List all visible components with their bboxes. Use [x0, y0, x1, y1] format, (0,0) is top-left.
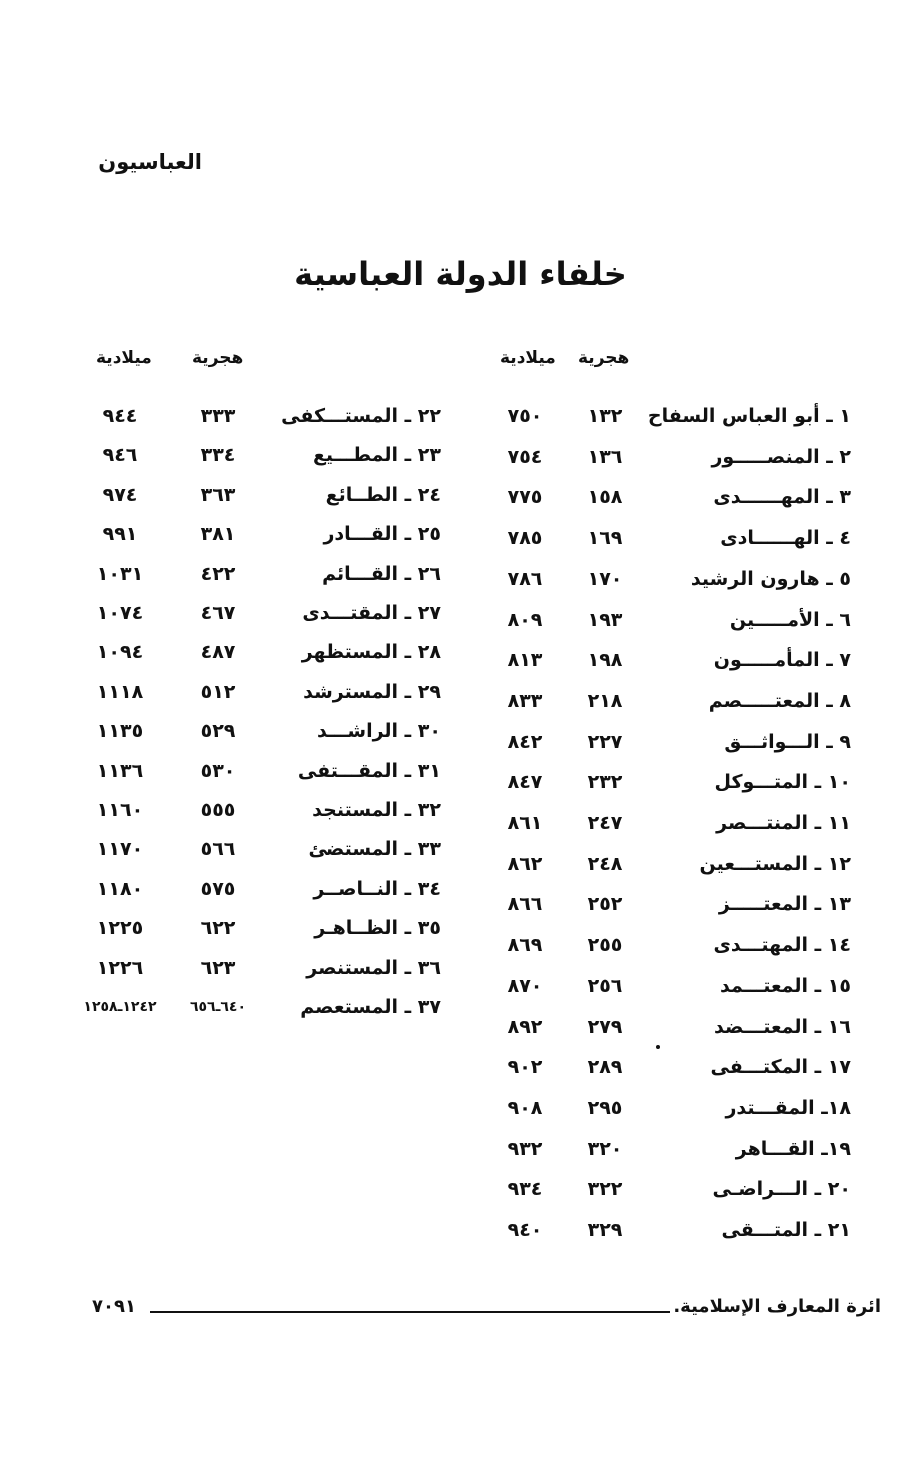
hijri-year: ١٩٨	[587, 649, 623, 672]
caliph-name: ٦ ـ الأمـــــين	[729, 608, 851, 631]
caliph-name: ٢٥ ـ القـــادر	[323, 523, 441, 546]
caliph-row	[0, 632, 921, 672]
right-gregorian-header: ميلادية	[500, 348, 556, 368]
caliph-row	[0, 987, 921, 1027]
hijri-year: ٢٥٦	[587, 974, 623, 997]
print-speck	[656, 1045, 660, 1049]
hijri-year: ١٣٦	[587, 445, 623, 468]
caliph-row	[0, 948, 921, 988]
hijri-year: ١٧٠	[587, 567, 623, 590]
gregorian-year: ١٢٢٦	[96, 956, 144, 979]
caliph-name: ٣٠ ـ الراشـــد	[316, 720, 441, 743]
left-hijri-header: هجرية	[192, 348, 244, 368]
caliph-row	[0, 593, 921, 633]
caliph-name: ١٢ ـ المستـــعين	[699, 852, 851, 875]
gregorian-year: ١١٣٦	[96, 759, 144, 782]
gregorian-year: ٧٧٥	[507, 486, 543, 509]
hijri-year: ٥٢٩	[200, 720, 236, 743]
hijri-year: ٣٢٢	[587, 1178, 623, 1201]
caliph-name: ١١ ـ المنتـــصر	[716, 812, 851, 834]
gregorian-year: ٨٤٢	[507, 730, 543, 753]
gregorian-year: ١١١٨	[96, 680, 144, 703]
hijri-year: ٢٥٥	[587, 934, 623, 957]
gregorian-year: ٨٦٩	[507, 934, 543, 957]
page-footer	[0, 1296, 921, 1326]
caliph-name: ٣ ـ المهــــــدى	[713, 486, 851, 509]
caliph-row	[0, 711, 921, 751]
caliph-row	[0, 790, 921, 830]
caliph-name: ٩ ـ الـــواثـــق	[724, 730, 851, 753]
hijri-year: ١٩٣	[587, 608, 623, 631]
gregorian-year: ٨٦٦	[507, 893, 543, 916]
caliph-row	[0, 829, 921, 869]
hijri-year: ٤٦٧	[200, 602, 236, 624]
gregorian-year: ٩٧٤	[102, 483, 138, 506]
gregorian-year: ١٠٣١	[96, 562, 144, 585]
hijri-year: ٣٣٣	[200, 405, 236, 427]
gregorian-year: ٩٠٢	[507, 1056, 543, 1079]
caliph-name: ٢٦ ـ القـــائم	[322, 562, 441, 585]
hijri-year: ٢٢٧	[587, 730, 623, 753]
caliph-name: ٢٠ ـ الـــراضـى	[712, 1178, 851, 1201]
caliph-row	[0, 1169, 921, 1209]
hijri-year: ٣٢٠	[587, 1137, 623, 1160]
caliph-name: ٣٣ ـ المستضئ	[308, 838, 441, 861]
gregorian-year: ٧٥٤	[507, 445, 543, 468]
gregorian-year: ١١٦٠	[96, 799, 144, 821]
gregorian-year: ١١٨٠	[96, 877, 144, 900]
gregorian-year: ٩٤٤	[102, 405, 138, 427]
gregorian-year: ٨٤٧	[507, 771, 543, 794]
hijri-year: ٢٧٩	[587, 1015, 623, 1038]
caliph-row	[0, 1088, 921, 1128]
caliph-row	[0, 1129, 921, 1169]
right-hijri-header: هجرية	[578, 348, 630, 368]
gregorian-year: ٩٣٤	[507, 1178, 543, 1201]
gregorian-year: ٨٠٩	[507, 608, 543, 631]
gregorian-year: ٩٩١	[102, 523, 138, 546]
caliph-row	[0, 435, 921, 475]
gregorian-year: ٨٦١	[507, 812, 543, 834]
gregorian-year: ٨١٣	[507, 649, 543, 672]
gregorian-year: ٨٦٢	[507, 852, 543, 875]
gregorian-year: ٨٣٣	[507, 689, 543, 712]
hijri-year: ١٥٨	[587, 486, 623, 509]
caliph-name: ٤ ـ الهــــــادى	[720, 527, 851, 550]
caliph-name: ١٤ ـ المهتـــدى	[713, 934, 851, 957]
gregorian-year: ٩٤٦	[102, 444, 138, 467]
caliph-name: ٣٤ ـ النــاصــر	[313, 877, 441, 900]
caliph-row	[0, 908, 921, 948]
caliph-name: ٧ ـ المأمـــــون	[713, 649, 851, 672]
hijri-year: ١٣٢	[587, 405, 623, 427]
hijri-year: ٥٦٦	[200, 838, 236, 861]
caliph-name: ١٧ ـ المكتـــفى	[710, 1056, 851, 1079]
caliph-row	[0, 1210, 921, 1250]
gregorian-year: ٧٥٠	[507, 405, 543, 427]
footer-publication: ائرة المعارف الإسلامية.	[673, 1296, 881, 1317]
caliph-name: ٥ ـ هارون الرشيد	[690, 567, 851, 590]
hijri-year: ٣٦٣	[200, 483, 236, 506]
caliph-name: ٢٣ ـ المطـــيع	[312, 444, 441, 467]
hijri-year: ٢٨٩	[587, 1056, 623, 1079]
hijri-year: ٤٨٧	[200, 641, 236, 664]
caliph-name: ٢٩ ـ المسترشد	[303, 680, 441, 703]
gregorian-year: ٩٣٢	[507, 1137, 543, 1160]
hijri-year: ٢٤٧	[587, 812, 623, 834]
running-head: العباسيون	[98, 150, 202, 174]
caliph-name: ١٣ ـ المعتـــــز	[718, 893, 851, 916]
hijri-year: ٤٢٢	[200, 562, 236, 585]
caliph-name: ٢٨ ـ المستظهر	[301, 641, 441, 664]
caliph-name: ٨ ـ المعتـــــصم	[708, 689, 851, 712]
caliph-name: ١٩ـ القـــاهر	[735, 1137, 851, 1160]
caliph-name: ٣٥ ـ الظــاهـر	[314, 917, 441, 940]
gregorian-year: ٧٨٦	[507, 567, 543, 590]
gregorian-year: ١١٣٥	[96, 720, 144, 743]
gregorian-year: ٨٩٢	[507, 1015, 543, 1038]
hijri-year: ٢٥٢	[587, 893, 623, 916]
caliph-name: ٣٦ ـ المستنصر	[306, 956, 441, 979]
caliph-name: ١٠ ـ المتـــوكل	[714, 771, 851, 794]
gregorian-year: ١٢٢٥	[96, 917, 144, 940]
gregorian-year: ١١٧٠	[96, 838, 144, 861]
hijri-year: ٦٢٢	[200, 917, 236, 940]
hijri-year: ٦٤٠ـ٦٥٦	[189, 999, 247, 1015]
hijri-year: ١٦٩	[587, 527, 623, 550]
hijri-year: ٣٨١	[200, 523, 236, 546]
caliph-name: ٣٢ ـ المستنجد	[312, 799, 441, 821]
hijri-year: ٢٩٥	[587, 1096, 623, 1119]
caliph-name: ١٥ ـ المعتـــمد	[720, 974, 851, 997]
caliph-name: ٣٧ ـ المستعصم	[300, 996, 441, 1018]
caliph-row	[0, 869, 921, 909]
hijri-year: ٥١٢	[200, 680, 236, 703]
caliph-name: ١ ـ أبو العباس السفاح	[647, 405, 851, 427]
caliph-row	[0, 475, 921, 515]
page-title: خلفاء الدولة العباسية	[294, 255, 627, 293]
caliph-row	[0, 396, 921, 436]
caliph-name: ٢ ـ المنصـــــور	[711, 445, 851, 468]
page-number: ٧٠٩١	[92, 1296, 136, 1317]
hijri-year: ٦٢٣	[200, 956, 236, 979]
gregorian-year: ٨٧٠	[507, 974, 543, 997]
gregorian-year: ١٢٤٢ـ١٢٥٨	[83, 999, 157, 1015]
caliph-name: ٣١ ـ المقـــتفى	[297, 759, 441, 782]
hijri-year: ٥٣٠	[200, 759, 236, 782]
caliph-name: ٢١ ـ المتـــقى	[721, 1219, 851, 1241]
footer-rule	[150, 1311, 670, 1313]
hijri-year: ٢٤٨	[587, 852, 623, 875]
hijri-year: ٥٧٥	[200, 877, 236, 900]
gregorian-year: ٩٤٠	[507, 1219, 543, 1241]
caliph-row	[0, 751, 921, 791]
gregorian-year: ١٠٧٤	[96, 602, 144, 624]
caliph-row	[0, 514, 921, 554]
caliph-name: ٢٤ ـ الطــائع	[325, 483, 441, 506]
hijri-year: ٣٣٤	[200, 444, 236, 467]
hijri-year: ٢٣٢	[587, 771, 623, 794]
caliph-name: ٢٢ ـ المستـــكفى	[281, 405, 441, 427]
hijri-year: ٢١٨	[587, 689, 623, 712]
gregorian-year: ٩٠٨	[507, 1096, 543, 1119]
left-gregorian-header: ميلادية	[96, 348, 152, 368]
hijri-year: ٣٢٩	[587, 1219, 623, 1241]
hijri-year: ٥٥٥	[200, 799, 236, 821]
caliph-row	[0, 672, 921, 712]
caliph-row	[0, 554, 921, 594]
caliph-name: ٢٧ ـ المقتـــدى	[302, 602, 441, 624]
caliph-name: ١٦ ـ المعتـــضد	[714, 1015, 851, 1038]
gregorian-year: ٧٨٥	[507, 527, 543, 550]
caliph-name: ١٨ـ المقـــتدر	[725, 1096, 851, 1119]
caliph-row	[0, 1047, 921, 1087]
gregorian-year: ١٠٩٤	[96, 641, 144, 664]
